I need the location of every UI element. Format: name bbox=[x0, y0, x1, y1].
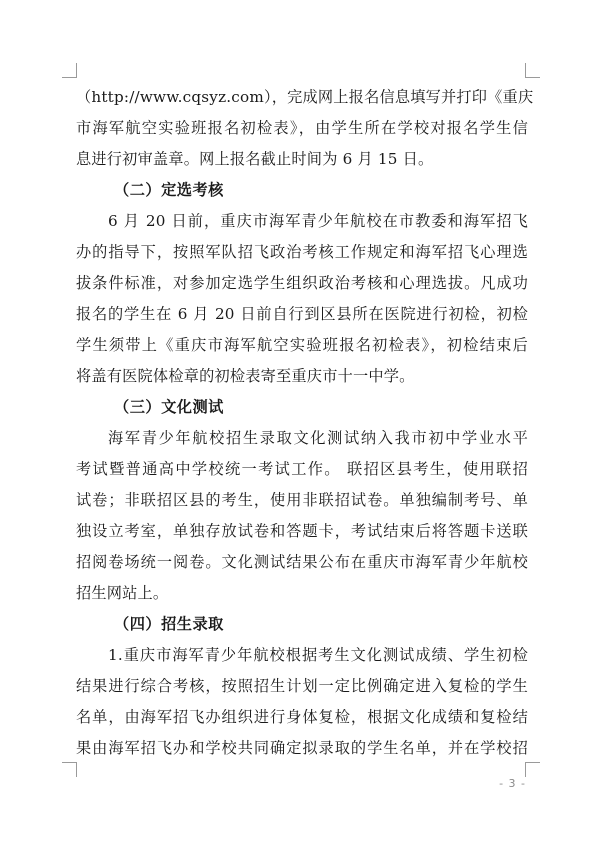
paragraph-line: 果由海军招飞办和学校共同确定拟录取的学生名单，并在学校招 bbox=[76, 739, 528, 757]
paragraph-line: 海军青少年航校招生录取文化测试纳入我市初中学业水平 bbox=[108, 429, 528, 447]
paragraph-line: 学生须带上《重庆市海军航空实验班报名初检表》，初检结束后 bbox=[76, 336, 528, 354]
crop-mark-top-left bbox=[62, 63, 77, 78]
paragraph-line: 独设立考室，单独存放试卷和答题卡，考试结束后将答题卡送联 bbox=[76, 522, 528, 540]
paragraph-line: 6 月 20 日前，重庆市海军青少年航校在市教委和海军招飞 bbox=[108, 212, 528, 230]
crop-mark-bottom-right bbox=[525, 762, 540, 777]
paragraph-line: 结果进行综合考核，按照招生计划一定比例确定进入复检的学生 bbox=[76, 677, 528, 695]
page-number: - 3 - bbox=[499, 777, 526, 790]
section-heading-selection: （二）定选考核 bbox=[114, 181, 224, 199]
paragraph-line: 招阅卷场统一阅卷。文化测试结果公布在重庆市海军青少年航校 bbox=[76, 553, 528, 571]
paragraph-line: （http://www.cqsyz.com），完成网上报名信息填写并打印《重庆 bbox=[76, 88, 534, 106]
paragraph-line: 办的指导下，按照军队招飞政治考核工作规定和海军招飞心理选 bbox=[76, 243, 528, 261]
paragraph-line: 1.重庆市海军青少年航校根据考生文化测试成绩、学生初检 bbox=[108, 646, 528, 664]
paragraph-line: 息进行初审盖章。网上报名截止时间为 6 月 15 日。 bbox=[76, 150, 434, 168]
section-heading-admission: （四）招生录取 bbox=[114, 615, 224, 633]
paragraph-line: 将盖有医院体检章的初检表寄至重庆市十一中学。 bbox=[76, 367, 415, 385]
paragraph-line: 招生网站上。 bbox=[76, 584, 169, 602]
crop-mark-top-right bbox=[525, 63, 540, 78]
paragraph-line: 报名的学生在 6 月 20 日前自行到区县所在医院进行初检，初检 bbox=[76, 305, 528, 323]
paragraph-line: 拔条件标准，对参加定选学生组织政治考核和心理选拔。凡成功 bbox=[76, 274, 528, 292]
section-heading-culture-test: （三）文化测试 bbox=[114, 398, 224, 416]
paragraph-line: 试卷；非联招区县的考生，使用非联招试卷。单独编制考号、单 bbox=[76, 491, 528, 509]
paragraph-line: 名单，由海军招飞办组织进行身体复检，根据文化成绩和复检结 bbox=[76, 708, 528, 726]
crop-mark-bottom-left bbox=[62, 762, 77, 777]
paragraph-line: 考试暨普通高中学校统一考试工作。 联招区县考生，使用联招 bbox=[76, 460, 528, 478]
paragraph-line: 市海军航空实验班报名初检表》，由学生所在学校对报名学生信 bbox=[76, 119, 528, 137]
